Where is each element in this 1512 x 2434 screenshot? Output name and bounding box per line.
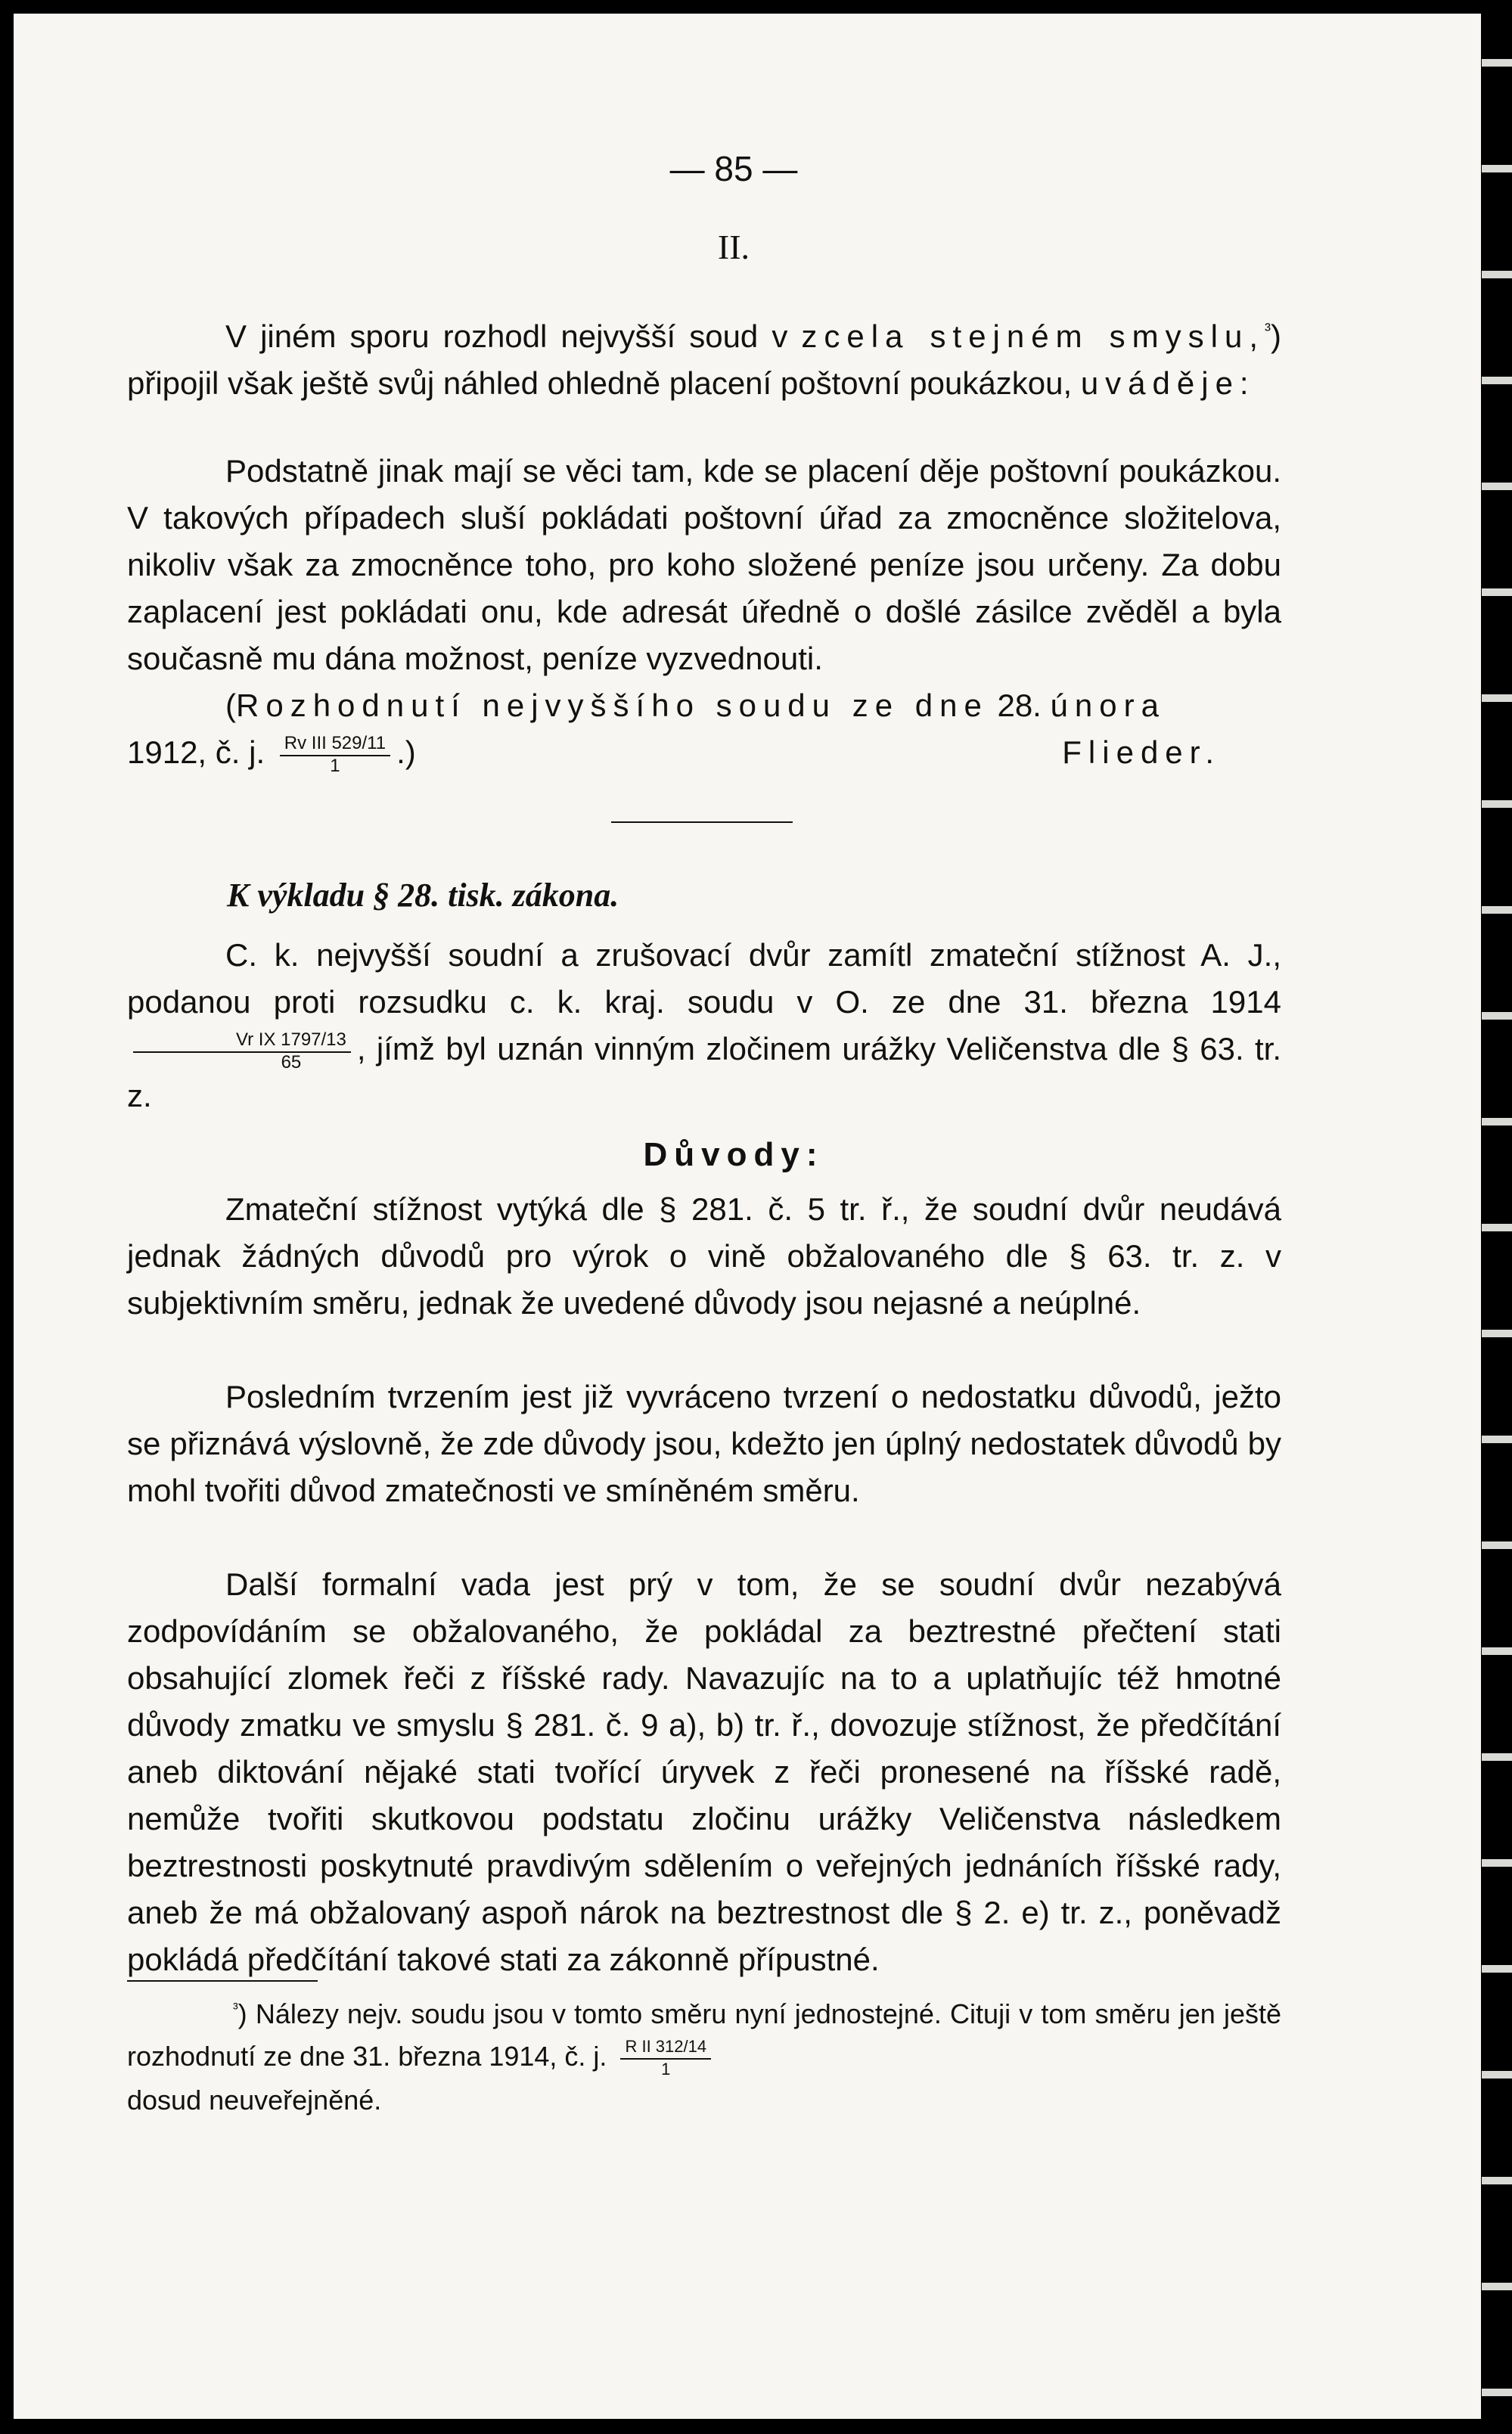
paragraph-ck: C. k. nejvyšší soudní a zrušovací dvůr zamítl zmateční stížnost A. J., podanou proti rozsudku c. k. kraj. soudu v O. ze dne 31. března 1914 $\frac{\text{Vr IX 1797/13}}{65}$ , jímž byl uznán vinným zločinem urážky Veličenstva dle § 63. tr. z. <box>127 937 1281 1113</box>
fraction-ref: $\frac{\text{Rv III 529/11}}{1}$ <box>280 734 390 776</box>
section-heading: K výkladu § 28. tisk. zákona. <box>227 877 619 914</box>
decision-citation-line2: 1912, č. j. $\frac{\text{Rv III 529/11}}{1}$ .) Flieder. <box>127 729 1281 776</box>
grounds-heading: Důvody: <box>643 1136 824 1173</box>
separator <box>611 821 793 823</box>
footnote-tail: dosud neuveřejněné. <box>127 2085 382 2116</box>
paragraph-main: Podstatně jinak mají se věci tam, kde se placení děje poštovní poukázkou. V takových případech sluší pokládati poštovní úřad za zmocněnce složitelova, nikoliv však za zmocněnce toho, pro koho složené peníze jsou určeny. Za dobu zaplacení jest pokládati onu, kde adresát úředně o došlé zásilce zvěděl a byla současně mu dána možnost, peníze vyzvednouti. <box>127 453 1281 676</box>
page-number: — 85 — <box>669 149 798 188</box>
footnote-separator <box>127 1980 318 1982</box>
fraction-ref: $\frac{\text{Vr IX 1797/13}}{65}$ <box>133 1030 351 1073</box>
paragraph-grounds-3: Další formalní vada jest prý v tom, že se soudní dvůr nezabývá zodpovídáním se obžalovaného, že pokládal za beztrestné přečtení stati obsahující zlomek řeči z říšské rady. Navazujíc na to a uplatňujíc též hmotné důvody zmatku ve smyslu § 281. č. 9 a), b) tr. ř., dovozuje stížnost, že předčítání aneb diktování nějaké stati tvořící úryvek z řeči pronesené na říšské radě, nemůže tvořiti skutkovou podstatu zločinu urážky Veličenstva následkem beztrestnosti poskytnuté pravdivým sdělením o veřejných jednáních říšské rady, aneb že má obžalovaný aspoň nárok na beztrestnost dle § 2. e) tr. z., poněvadž pokládá předčítání takové stati za zákonně přípustné. <box>127 1566 1281 1977</box>
section-number: II. <box>717 228 750 266</box>
paragraph-grounds-2: Posledním tvrzením jest již vyvráceno tvrzení o nedostatku důvodů, ježto se přiznává výslovně, že zde důvody jsou, kdežto jen úplný nedostatek důvodů by mohl tvořiti důvod zmatečnosti ve smíněném směru. <box>127 1379 1281 1508</box>
footnote: $^{^3}$) Nálezy nejv. soudu jsou v tomto směru nyní jednostejné. Cituji v tom směru jen ještě rozhodnutí ze dne 31. března 1914, č. j. $\frac{\text{R II 312/14}}{1}$ dosud neuveřejněné. <box>127 1988 1281 2122</box>
decision-citation: (Rozhodnutí nejvyššího soudu ze dne 28. února <box>225 688 1166 723</box>
paragraph-grounds-1: Zmateční stížnost vytýká dle § 281. č. 5 tr. ř., že soudní dvůr neudává jednak žádných důvodů pro výrok o vině obžalovaného dle § 63. tr. z. v subjektivním směru, jednak že uvedené důvody jsou nejasné a neúplné. <box>127 1191 1281 1321</box>
page-edge <box>1482 14 1512 2419</box>
author: Flieder. <box>1062 734 1221 770</box>
paragraph-intro: V jiném sporu rozhodl nejvyšší soud v zcela stejném smyslu,$^{^3}$) připojil však ještě svůj náhled ohledně placení poštovní poukázkou, uváděje: <box>127 318 1281 401</box>
fraction-ref: $\frac{\text{R II 312/14}}{1}$ <box>620 2037 711 2079</box>
